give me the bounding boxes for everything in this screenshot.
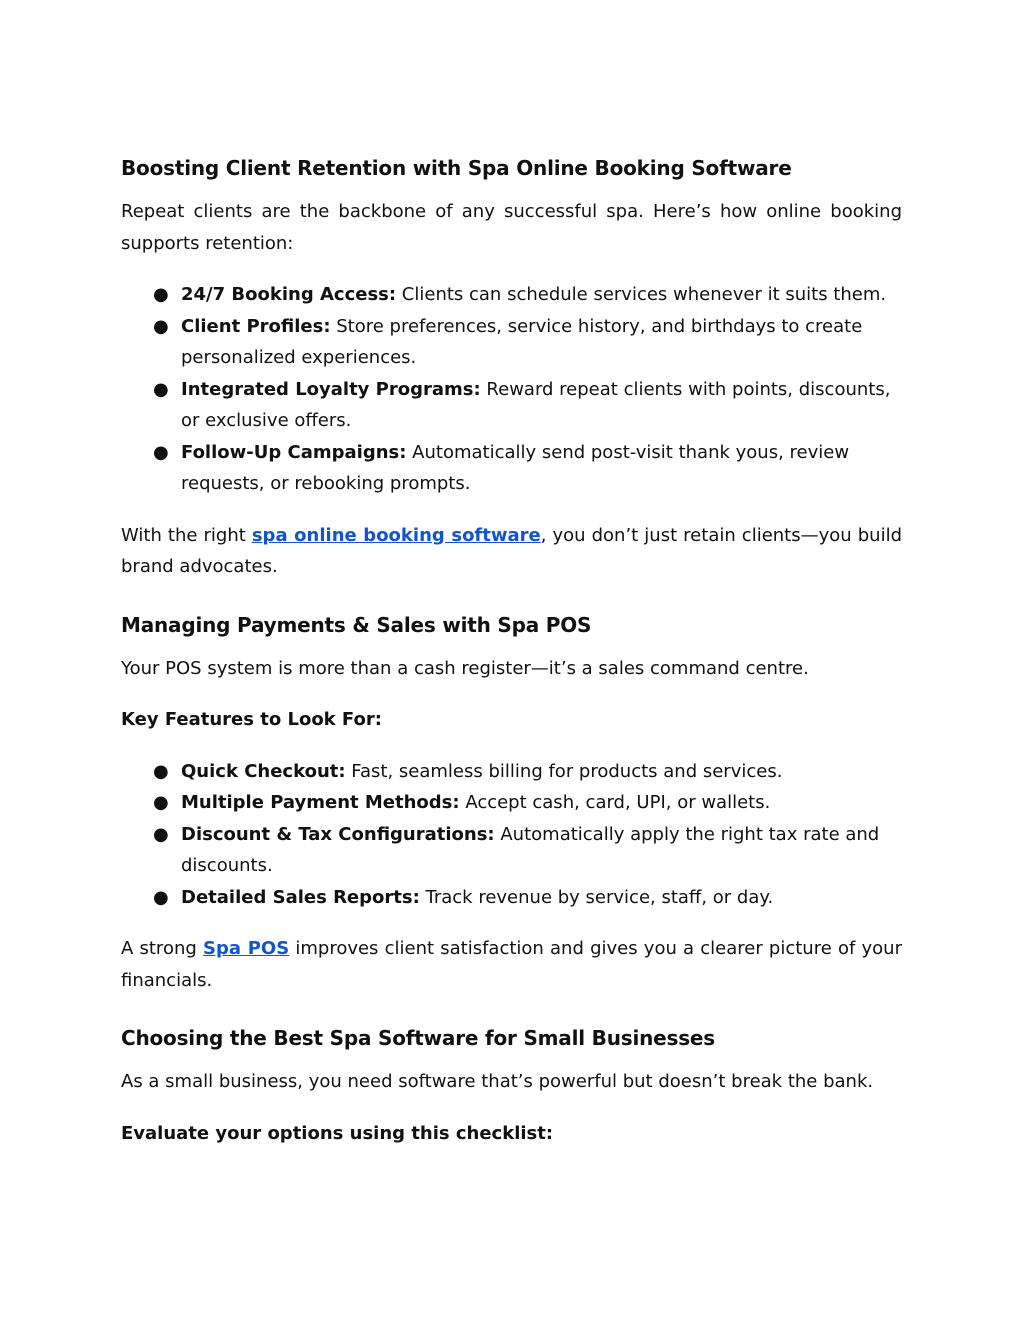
list-item xyxy=(153,882,902,914)
list-item-label: Integrated Loyalty Programs: xyxy=(181,378,481,400)
list-item-text: Accept cash, card, UPI, or wallets. xyxy=(459,792,771,813)
list-item-label: Detailed Sales Reports: xyxy=(181,886,420,908)
list-item-label: Follow-Up Campaigns: xyxy=(181,441,407,463)
bullet-icon: ● xyxy=(153,823,169,845)
closing-text-pre: With the right xyxy=(121,524,252,546)
bullet-icon: ● xyxy=(153,315,169,337)
bullet-icon: ● xyxy=(153,441,169,463)
list-item xyxy=(153,374,902,437)
list-item-text: Reward repeat clients with points, discounts, or exclusive offers. xyxy=(181,378,891,431)
section-closing-client-retention xyxy=(121,520,902,583)
section-heading-spa-pos: Managing Payments & Sales with Spa POS xyxy=(121,612,592,637)
list-item-label: 24/7 Booking Access: xyxy=(181,284,397,305)
list-item xyxy=(153,819,902,882)
list-item xyxy=(153,279,902,311)
list-item-text: Store preferences, service history, and birthdays to create personalized experiences. xyxy=(181,315,863,368)
section-intro-spa-pos: Your POS system is more than a cash register—it’s a sales command centre. xyxy=(121,657,809,679)
list-item-label: Quick Checkout: xyxy=(181,760,346,782)
list-item-label: Multiple Payment Methods: xyxy=(181,792,460,813)
bullet-icon: ● xyxy=(153,284,169,305)
list-item-text: Track revenue by service, staff, or day. xyxy=(419,886,774,908)
list-item-label: Client Profiles: xyxy=(181,315,331,337)
spa-pos-link[interactable]: Spa POS xyxy=(202,938,290,959)
section-heading-client-retention: Boosting Client Retention with Spa Online Booking Software xyxy=(121,156,792,180)
subheading-checklist: Evaluate your options using this checklist: xyxy=(121,1122,554,1144)
list-item-text: Clients can schedule services whenever it suits them. xyxy=(396,284,887,305)
section-intro-small-business: As a small business, you need software that’s powerful but doesn’t break the bank. xyxy=(121,1071,874,1092)
bullet-icon: ● xyxy=(153,378,169,400)
bullet-list-retention xyxy=(121,279,902,500)
bullet-icon: ● xyxy=(153,760,169,782)
list-item-text: Automatically apply the right tax rate and discounts. xyxy=(181,823,880,876)
closing-text-post: improves client satisfaction and gives you a clearer picture of your financials. xyxy=(121,938,902,991)
subheading-key-features: Key Features to Look For: xyxy=(121,709,382,730)
list-item xyxy=(153,311,902,374)
list-item xyxy=(153,437,902,500)
spa-online-booking-software-link[interactable]: spa online booking software xyxy=(251,524,541,546)
section-closing-spa-pos xyxy=(121,933,902,996)
list-item xyxy=(153,787,902,819)
list-item xyxy=(153,756,902,788)
list-item-label: Discount & Tax Configurations: xyxy=(181,823,495,845)
section-intro-client-retention: Repeat clients are the backbone of any successful spa. Here’s how online booking supports retention: xyxy=(121,201,902,254)
closing-text-pre: A strong xyxy=(121,938,203,959)
closing-text-post: , you don’t just retain clients—you build brand advocates. xyxy=(121,524,902,577)
section-heading-small-business: Choosing the Best Spa Software for Small Businesses xyxy=(121,1026,715,1050)
bullet-icon: ● xyxy=(153,792,169,813)
list-item-text: Fast, seamless billing for products and services. xyxy=(345,760,783,782)
bullet-icon: ● xyxy=(153,886,169,908)
list-item-text: Automatically send post-visit thank yous, review requests, or rebooking prompts. xyxy=(181,441,850,494)
document-page xyxy=(121,150,902,1149)
bullet-list-pos-features xyxy=(121,756,902,914)
